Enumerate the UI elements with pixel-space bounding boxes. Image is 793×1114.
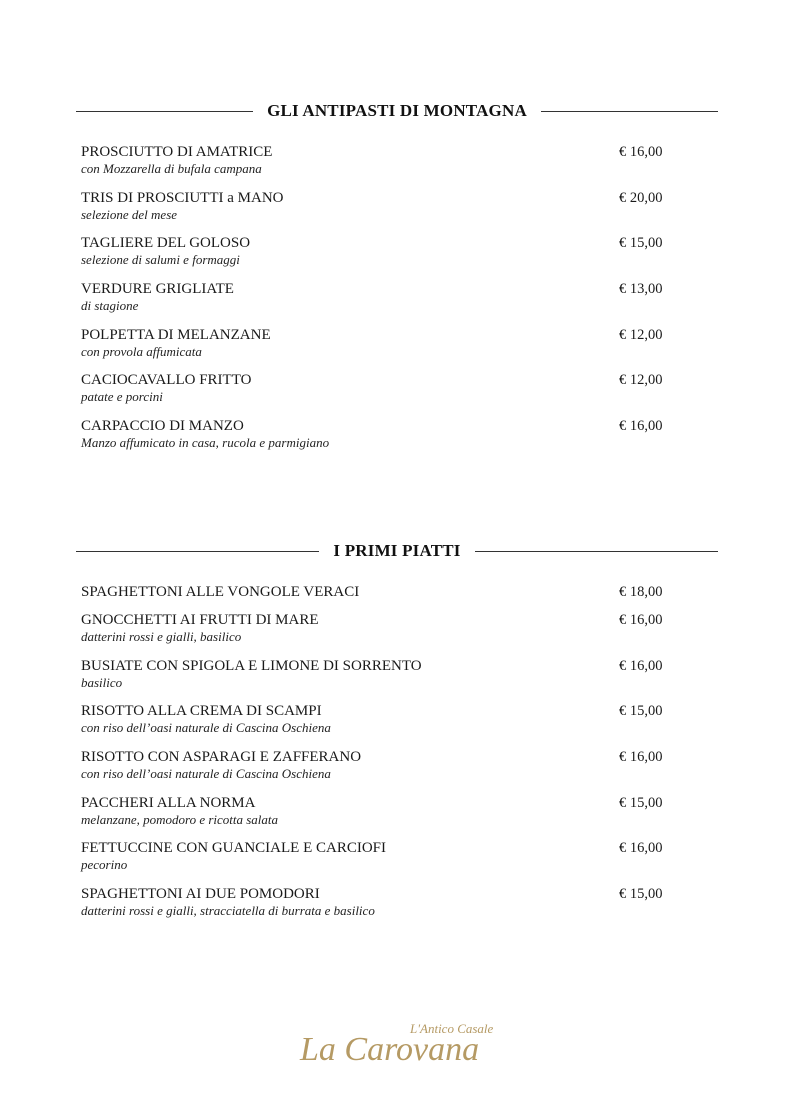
dish-price: € 16,00	[619, 749, 663, 766]
dish-price: € 15,00	[619, 235, 663, 252]
logo-subtitle: L'Antico Casale	[410, 1021, 494, 1036]
divider-left	[76, 111, 253, 112]
dish-description: Manzo affumicato in casa, rucola e parmigiano	[81, 435, 330, 451]
dish-price: € 16,00	[619, 144, 663, 160]
menu-item	[81, 839, 681, 885]
dish-description: pecorino	[81, 857, 128, 873]
divider-right	[541, 111, 718, 112]
dish-description: con provola affumicata	[81, 343, 202, 359]
dish-price: € 18,00	[619, 584, 663, 600]
dish-price: € 15,00	[619, 794, 663, 811]
dish-price: € 20,00	[619, 189, 663, 206]
dish-description: basilico	[81, 674, 123, 690]
dish-name: CACIOCAVALLO FRITTO	[81, 372, 252, 389]
section-header-primi	[76, 539, 718, 563]
section-title: GLI ANTIPASTI DI MONTAGNA	[267, 101, 527, 120]
menu-item	[81, 657, 681, 703]
menu-item	[81, 702, 681, 748]
dish-description: melanzane, pomodoro e ricotta salata	[81, 811, 279, 827]
dish-name: CARPACCIO DI MANZO	[81, 418, 244, 435]
divider-left	[76, 551, 319, 552]
dish-name: RISOTTO ALLA CREMA DI SCAMPI	[81, 703, 322, 720]
dish-name: FETTUCCINE CON GUANCIALE E CARCIOFI	[81, 840, 386, 857]
dish-description: selezione di salumi e formaggi	[81, 252, 240, 268]
dish-price: € 16,00	[619, 840, 663, 857]
menu-item	[81, 371, 681, 417]
dish-price: € 16,00	[619, 612, 663, 628]
dish-description: selezione del mese	[81, 206, 178, 222]
dish-name: PROSCIUTTO DI AMATRICE	[81, 144, 273, 160]
dish-name: POLPETTA DI MELANZANE	[81, 326, 271, 343]
dish-description: con Mozzarella di bufala campana	[81, 161, 262, 176]
dish-description: con riso dell’oasi naturale di Cascina Oschiena	[81, 766, 331, 782]
dish-price: € 12,00	[619, 326, 663, 343]
dish-description: datterini rossi e gialli, basilico	[81, 629, 242, 644]
dish-price: € 13,00	[619, 281, 663, 298]
dish-price: € 15,00	[619, 886, 663, 903]
menu-item	[81, 417, 681, 463]
menu-item	[81, 234, 681, 280]
dish-name: SPAGHETTONI AI DUE POMODORI	[81, 886, 320, 903]
divider-right	[475, 551, 718, 552]
dish-name: PACCHERI ALLA NORMA	[81, 794, 256, 811]
menu-item	[81, 280, 681, 326]
dish-name: VERDURE GRIGLIATE	[81, 281, 234, 298]
dish-price: € 16,00	[619, 657, 663, 674]
menu-item	[81, 583, 681, 611]
dish-name: GNOCCHETTI AI FRUTTI DI MARE	[81, 612, 319, 628]
section-title: I PRIMI PIATTI	[333, 541, 461, 560]
menu-item	[81, 143, 681, 189]
dish-description: datterini rossi e gialli, stracciatella di burrata e basilico	[81, 903, 375, 919]
dish-description: con riso dell’oasi naturale di Cascina Oschiena	[81, 720, 331, 736]
menu-item	[81, 611, 681, 657]
dish-name: BUSIATE CON SPIGOLA E LIMONE DI SORRENTO	[81, 657, 422, 674]
antipasti-list	[81, 143, 681, 463]
menu-item	[81, 326, 681, 372]
section-header-antipasti	[76, 99, 718, 123]
dish-name: TAGLIERE DEL GOLOSO	[81, 235, 251, 252]
logo-mark	[290, 1016, 505, 1066]
menu-item	[81, 885, 681, 931]
primi-list	[81, 583, 681, 931]
logo-name: La Carovana	[300, 1031, 480, 1066]
dish-price: € 15,00	[619, 703, 663, 720]
dish-price: € 16,00	[619, 418, 663, 435]
dish-name: SPAGHETTONI ALLE VONGOLE VERACI	[81, 584, 360, 600]
menu-item	[81, 794, 681, 840]
dish-name: TRIS DI PROSCIUTTI a MANO	[81, 189, 284, 206]
dish-name: RISOTTO CON ASPARAGI E ZAFFERANO	[81, 749, 362, 766]
menu-item	[81, 748, 681, 794]
dish-description: di stagione	[81, 298, 139, 314]
dish-price: € 12,00	[619, 372, 663, 389]
dish-description: patate e porcini	[81, 389, 163, 405]
menu-item	[81, 189, 681, 235]
restaurant-logo	[290, 1016, 505, 1066]
